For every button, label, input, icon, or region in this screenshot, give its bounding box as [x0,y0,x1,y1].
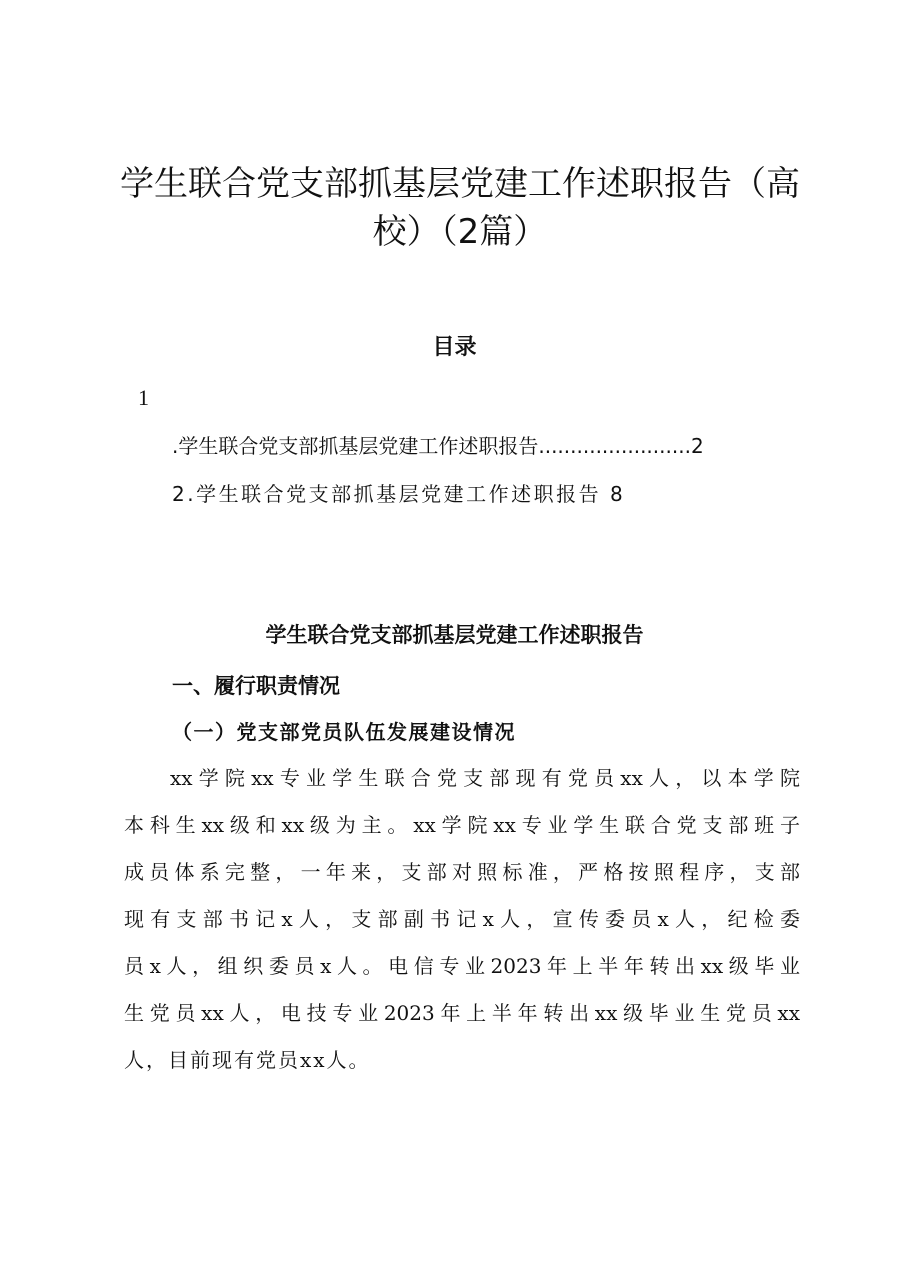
paragraph-line-2: 本科生xx级和xx级为主。xx学院xx专业学生联合党支部班子 [124,813,800,837]
document-title-line-1: 学生联合党支部抓基层党建工作述职报告（高 [120,164,800,204]
paragraph-line-3: 成员体系完整，一年来，支部对照标准，严格按照程序，支部 [124,860,800,884]
toc-entry-1-page: 2 [690,434,704,458]
paragraph-line-5: 员x人，组织委员x人。电信专业2023年上半年转出xx级毕业 [124,954,800,978]
toc-number-one: 1 [138,385,149,410]
paragraph-line-4: 现有支部书记x人，支部副书记x人，宣传委员x人，纪检委 [124,907,800,931]
toc-entry-2-page: 8 [609,482,626,506]
paragraph-line-1: xx学院xx专业学生联合党支部现有党员xx人，以本学院 [170,766,800,790]
paragraph-line-7: 人，目前现有党员xx人。 [124,1048,371,1072]
document-title [110,160,810,256]
toc-heading: 目录 [432,334,477,360]
section-heading-1: 一、履行职责情况 [172,674,340,698]
toc-entry-1[interactable] [172,432,704,460]
section-title: 学生联合党支部抓基层党建工作述职报告 [265,622,644,647]
toc-entry-1-label: .学生联合党支部抓基层党建工作述职报告 [172,434,539,458]
toc-entry-2-label: 2.学生联合党支部抓基层党建工作述职报告 [172,482,602,506]
toc-entry-1-leader: ........................ [538,434,691,458]
section-heading-2: （一）党支部党员队伍发展建设情况 [172,720,516,744]
document-title-line-2: 校）（2篇） [372,212,548,252]
body-paragraph [124,762,800,1091]
toc-entry-2[interactable] [172,480,625,508]
paragraph-line-6: 生党员xx人，电技专业2023年上半年转出xx级毕业生党员xx [124,1001,800,1025]
